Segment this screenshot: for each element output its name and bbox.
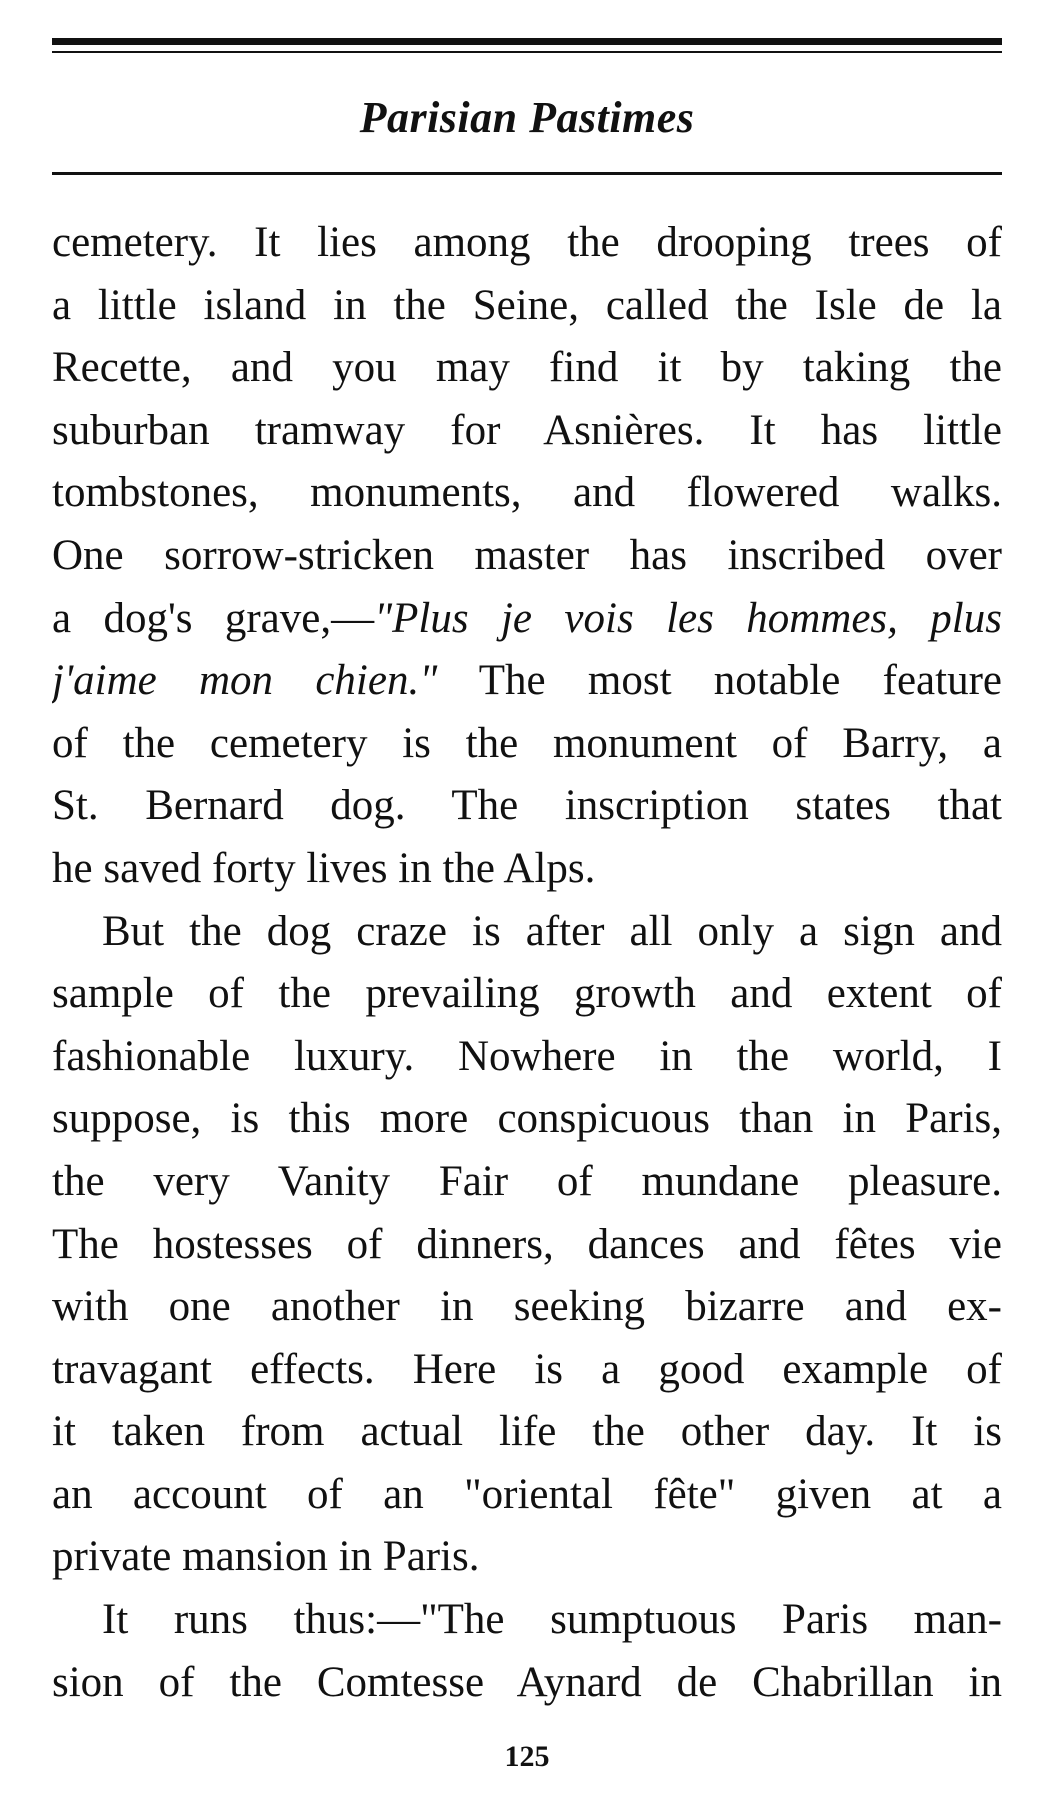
text-segment: The most notable feature [437,657,1002,705]
text-line: St. Bernard dog. The inscription states that [52,782,1002,830]
text-line: travagant effects. Here is a good example of [52,1345,1002,1393]
text-segment: a dog's grave,— [52,594,375,642]
header-rule-thin [52,51,1002,53]
text-line [52,588,1002,651]
text-line [52,650,1002,713]
header-rule-thick [52,38,1002,45]
text-line: it taken from actual life the other day. It is [52,1408,1002,1456]
text-line: the very Vanity Fair of mundane pleasure. [52,1157,1002,1205]
text-line: fashionable luxury. Nowhere in the world, I [52,1032,1002,1080]
text-line: cemetery. It lies among the drooping trees of [52,219,1002,266]
text-line: tombstones, monuments, and flowered walks. [52,469,1002,517]
french-quote: "Plus je vois les hommes, plus [374,594,1002,642]
text-line: he saved forty lives in the Alps. [52,844,596,892]
running-title: Parisian Pastimes [359,93,695,142]
page-number: 125 [504,1740,550,1773]
text-line: sion of the Comtesse Aynard de Chabrillan in [52,1658,1002,1706]
text-line: Recette, and you may find it by taking the [52,344,1002,392]
text-line: an account of an "oriental fête" given at a [52,1470,1002,1518]
text-line: suppose, is this more conspicuous than in Paris, [52,1095,1002,1143]
text-line: suburban tramway for Asnières. It has little [52,406,1002,454]
text-line: One sorrow-stricken master has inscribed over [52,531,1002,579]
text-line: with one another in seeking bizarre and ex- [52,1283,1002,1331]
text-line: The hostesses of dinners, dances and fêtes vie [52,1220,1002,1268]
body-text [52,212,1002,1714]
text-line: But the dog craze is after all only a sign and [102,907,1002,955]
title-underline-rule [52,172,1002,175]
text-line: of the cemetery is the monument of Barry, a [52,719,1002,767]
text-line: private mansion in Paris. [52,1533,480,1581]
text-line: a little island in the Seine, called the Isle de la [52,281,1002,329]
french-quote: j'aime mon chien." [52,657,438,705]
text-line: sample of the prevailing growth and extent of [52,970,1002,1018]
text-line: It runs thus:—"The sumptuous Paris man- [102,1596,1002,1644]
